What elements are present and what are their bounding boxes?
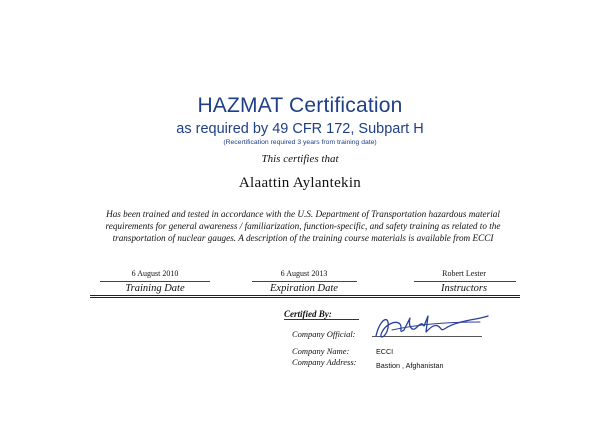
certified-by-heading: Certified By: (284, 309, 332, 319)
certificate-subtitle: as required by 49 CFR 172, Subpart H (176, 121, 424, 137)
training-date-value: 6 August 2010 (131, 269, 179, 278)
instructor-name: Robert Lester (442, 269, 486, 278)
expiration-date-line (252, 281, 357, 282)
instructors-label: Instructors (440, 283, 488, 294)
expiration-date-value: 6 August 2013 (280, 269, 328, 278)
company-name-value: ECCI (376, 347, 394, 356)
certifies-text: This certifies that (261, 153, 339, 165)
certificate-title: HAZMAT Certification (197, 94, 403, 117)
statement-line: Has been trained and tested in accordance with the U.S. Department of Transportation hazardous material (106, 209, 500, 219)
recertification-note: (Recertification required 3 years from training date) (223, 139, 377, 146)
instructors-line (414, 281, 516, 282)
official-signature (370, 310, 492, 344)
company-name-label: Company Name: (292, 346, 350, 356)
company-address-value: Bastion , Afghanistan (376, 361, 444, 370)
section-divider (90, 295, 520, 298)
expiration-date-label: Expiration Date (270, 283, 338, 294)
training-date-label: Training Date (125, 283, 185, 294)
training-date-line (100, 281, 210, 282)
statement-line: transportation of nuclear gauges. A description of the training course materials is available from ECCI (112, 233, 494, 243)
company-address-label: Company Address: (292, 357, 357, 367)
statement-line: requirements for general awareness / familiarization, function-specific, and safety training as related to the (105, 221, 501, 231)
certified-by-underline (284, 319, 359, 320)
recipient-name: Alaattin Aylantekin (238, 175, 362, 191)
certification-statement (88, 208, 518, 244)
company-official-label: Company Official: (292, 329, 356, 339)
